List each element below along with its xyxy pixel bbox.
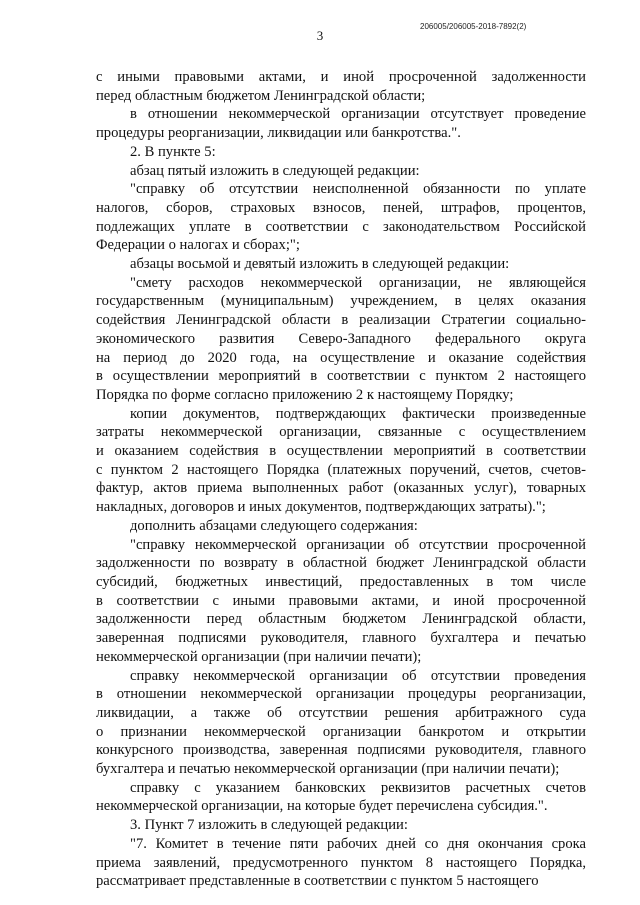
paragraph — [96, 68, 586, 105]
document-id: 206005/206005-2018-7892(2) — [420, 22, 527, 31]
text-line: и оказанием содействия в осуществлении мероприятий в соответствии — [96, 443, 586, 460]
paragraph — [96, 180, 586, 255]
text-line: содействия Ленинградской области в реализации Стратегии социально- — [96, 312, 586, 329]
text-line: "справку об отсутствии неисполненной обязанности по уплате — [130, 181, 586, 198]
document-body — [96, 68, 586, 891]
text-line: задолженности перед областным бюджетом Ленинградской области, — [96, 611, 586, 628]
paragraph — [96, 162, 586, 181]
text-line: копии документов, подтверждающих фактически произведенные — [130, 405, 586, 422]
page-number: 3 — [316, 28, 324, 43]
text-line: справку некоммерческой организации об отсутствии проведения — [130, 667, 586, 684]
paragraph — [96, 405, 586, 517]
text-line: с иными правовыми актами, и иной просроченной задолженности — [96, 69, 586, 85]
paragraph — [96, 105, 586, 142]
text-line: накладных, договоров и иных документов, подтверждающих затраты)."; — [96, 499, 546, 516]
text-line: ликвидации, а также об отсутствии решения арбитражного суда — [96, 704, 586, 721]
text-line: фактур, актов приема выполненных работ (оказанных услуг), товарных — [96, 480, 586, 497]
text-line: государственным (муниципальным) учреждением, в целях оказания — [96, 293, 586, 310]
paragraph — [96, 255, 586, 274]
paragraph — [96, 816, 586, 835]
text-line: дополнить абзацами следующего содержания: — [130, 517, 418, 534]
text-line: рассматривает представленные в соответствии с пунктом 5 настоящего — [96, 873, 539, 890]
text-line: приема заявлений, предусмотренного пунктом 8 настоящего Порядка, — [96, 854, 586, 871]
paragraph — [96, 536, 586, 667]
text-line: в отношении некоммерческой организации отсутствует проведение — [130, 106, 586, 123]
paragraph — [96, 143, 586, 162]
text-line: налогов, сборов, страховых взносов, пеней, штрафов, процентов, — [96, 199, 586, 216]
text-line: конкурсного производства, заверенная подписями руководителя, главного — [96, 742, 586, 759]
text-line: субсидий, бюджетных инвестиций, предоставленных в том числе — [96, 573, 586, 590]
text-line: на период до 2020 года, на осуществление и оказание содействия — [96, 349, 586, 366]
text-line: экономического развития Северо-Западного федерального округа — [96, 330, 586, 347]
text-line: подлежащих уплате в соответствии с законодательством Российской — [96, 218, 586, 235]
text-line: некоммерческой организации, на которые будет перечислена субсидия.". — [96, 798, 548, 815]
paragraph — [96, 667, 586, 779]
text-line: задолженности по возврату в областной бюджет Ленинградской области — [96, 555, 586, 572]
paragraph — [96, 779, 586, 816]
text-line: 2. В пункте 5: — [130, 143, 216, 160]
text-line: о признании некоммерческой организации банкротом и открытии — [96, 723, 586, 740]
text-line: абзац пятый изложить в следующей редакции: — [130, 162, 420, 179]
text-line: "смету расходов некоммерческой организации, не являющейся — [130, 274, 586, 291]
text-line: "справку некоммерческой организации об отсутствии просроченной — [130, 536, 586, 553]
text-line: с пунктом 2 настоящего Порядка (платежных поручений, счетов, счетов- — [96, 461, 586, 478]
text-line: бухгалтера и печатью некоммерческой организации (при наличии печати); — [96, 761, 560, 778]
text-line: перед областным бюджетом Ленинградской области; — [96, 87, 426, 104]
text-line: затраты некоммерческой организации, связанные с осуществлением — [96, 424, 586, 441]
text-line: абзацы восьмой и девятый изложить в следующей редакции: — [130, 256, 510, 273]
text-line: "7. Комитет в течение пяти рабочих дней со дня окончания срока — [130, 835, 586, 852]
paragraph — [96, 835, 586, 891]
text-line: процедуры реорганизации, ликвидации или банкротства.". — [96, 125, 461, 142]
paragraph — [96, 517, 586, 536]
text-line: в соответствии с иными правовыми актами, и иной просроченной — [96, 592, 586, 609]
text-line: заверенная подписями руководителя, главного бухгалтера и печатью — [96, 630, 586, 647]
text-line: 3. Пункт 7 изложить в следующей редакции: — [130, 817, 408, 834]
text-line: Порядка по форме согласно приложению 2 к настоящему Порядку; — [96, 386, 514, 403]
text-line: некоммерческой организации (при наличии печати); — [96, 648, 422, 665]
text-line: в отношении некоммерческой организации процедуры реорганизации, — [96, 686, 586, 703]
text-line: справку с указанием банковских реквизитов расчетных счетов — [130, 779, 586, 796]
paragraph — [96, 274, 586, 405]
text-line: в осуществлении мероприятий в соответствии с пунктом 2 настоящего — [96, 368, 586, 385]
text-line: Федерации о налогах и сборах;"; — [96, 237, 300, 254]
